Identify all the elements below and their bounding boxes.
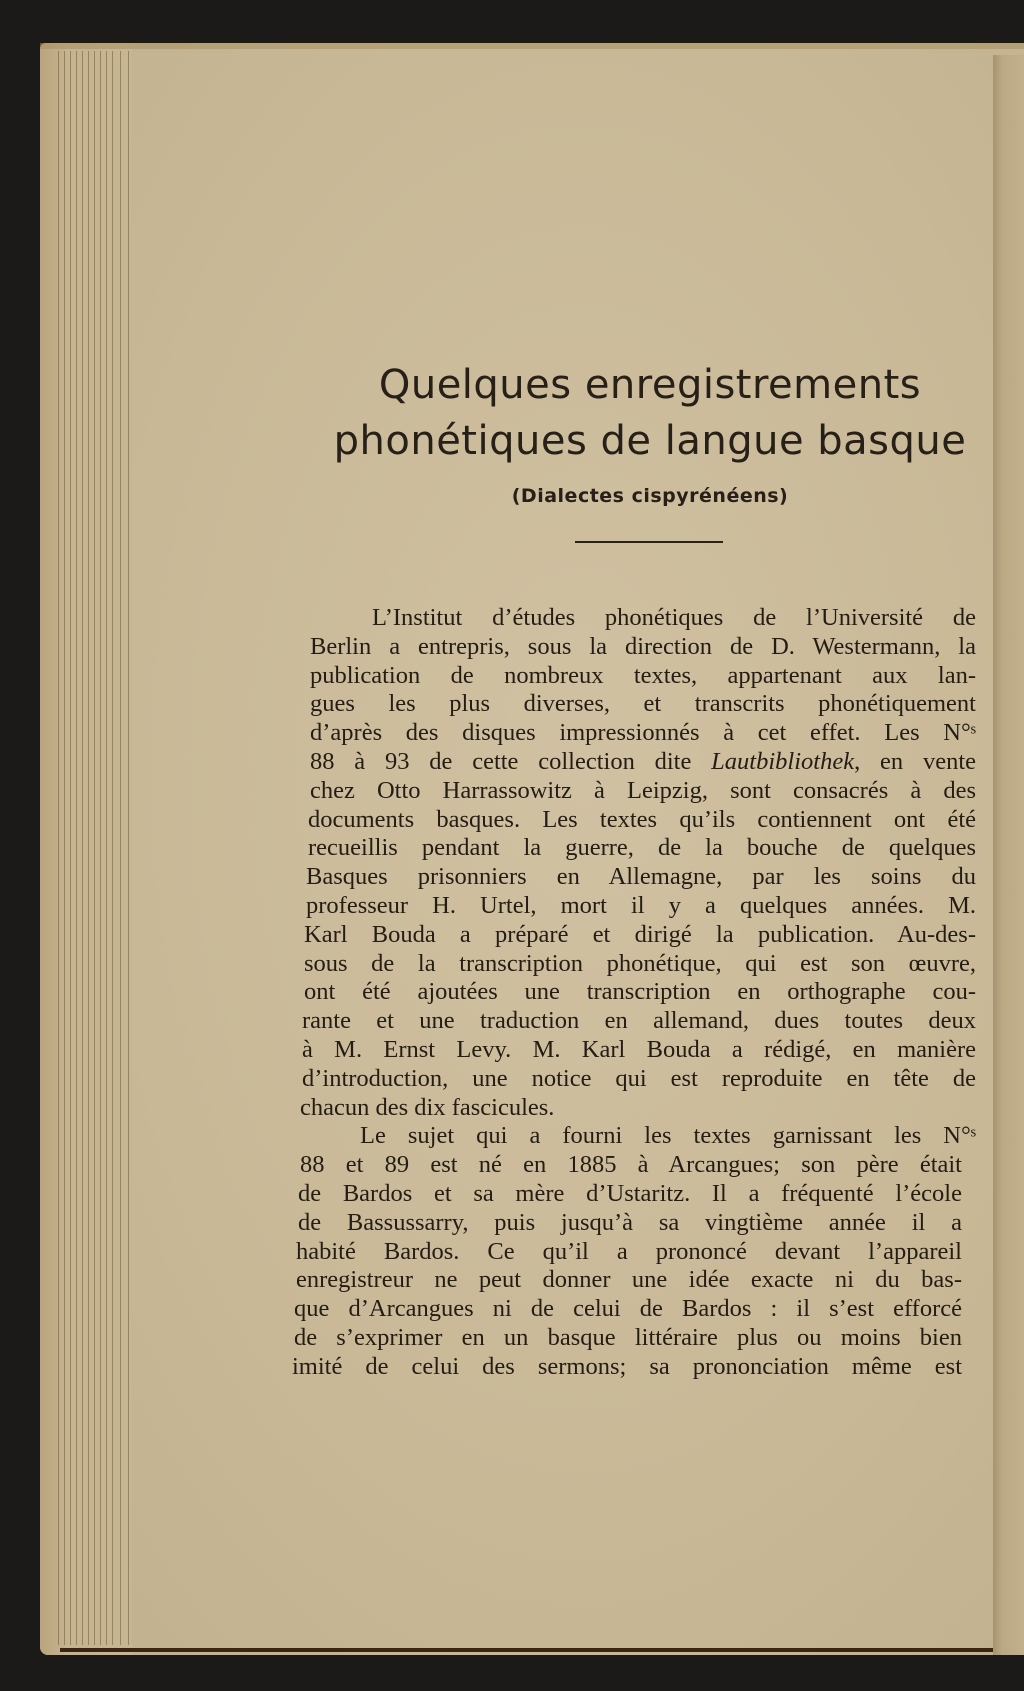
paragraph-2 (292, 1122, 976, 1381)
page-bottom-edge (60, 1648, 1024, 1652)
text-line: L’Institut d’études phonétiques de l’Université de (372, 604, 976, 631)
text-line: 88 et 89 est né en 1885 à Arcangues; son père était (300, 1151, 962, 1179)
text-line: Le sujet qui a fourni les textes garnissant les N°ˢ (360, 1122, 976, 1150)
paragraph-1 (300, 604, 976, 1122)
text-line: enregistreur ne peut donner une idée exacte ni du bas- (296, 1266, 962, 1294)
text-line: de s’exprimer en un basque littéraire plus ou moins bien (294, 1323, 962, 1351)
article-title-line-1: Quelques enregistrements (378, 362, 922, 408)
text-line: habité Bardos. Ce qu’il a prononcé devant l’appareil (296, 1237, 962, 1265)
text-line: documents basques. Les textes qu’ils contiennent ont été (308, 805, 976, 833)
text-line: de Bardos et sa mère d’Ustaritz. Il a fréquenté l’école (298, 1179, 962, 1207)
title-divider (575, 541, 723, 543)
text-line: ont été ajoutées une transcription en orthographe cou- (304, 978, 976, 1006)
text-line: chez Otto Harrassowitz à Leipzig, sont consacrés à des (310, 776, 976, 804)
page-top-edge (40, 43, 1024, 49)
text-line: recueillis pendant la guerre, de la bouche de quelques (308, 834, 976, 862)
article-title-line-2: phonétiques de langue basque (333, 418, 967, 464)
text-line: 88 à 93 de cette collection dite Lautbibliothek, en vente (310, 747, 976, 775)
text-line: publication de nombreux textes, appartenant aux lan- (310, 661, 976, 689)
text-line: professeur H. Urtel, mort il y a quelques années. M. (306, 891, 976, 919)
italic-term: Lautbibliothek (711, 747, 855, 775)
text-line: gues les plus diverses, et transcrits phonétiquement (310, 690, 976, 718)
text-line: Berlin a entrepris, sous la direction de D. Westermann, la (310, 632, 976, 660)
text-line: rante et une traduction en allemand, dues toutes deux (302, 1007, 976, 1035)
text-line: d’après des disques impressionnés à cet effet. Les N°ˢ (310, 719, 976, 747)
page-edges-stack (40, 43, 132, 1655)
text-line: que d’Arcangues ni de celui de Bardos : il s’est efforcé (294, 1295, 962, 1323)
text-line: Karl Bouda a préparé et dirigé la publication. Au-des- (304, 920, 976, 948)
article-body (292, 604, 976, 1382)
text-line: imité de celui des sermons; sa prononciation même est (292, 1352, 962, 1380)
article-subtitle: (Dialectes cispyrénéens) (511, 485, 789, 507)
text-line: Basques prisonniers en Allemagne, par les soins du (306, 863, 976, 891)
text-line: d’introduction, une notice qui est reproduite en tête de (302, 1064, 976, 1092)
text-line: de Bassussarry, puis jusqu’à sa vingtième année il a (298, 1208, 962, 1236)
text-line: sous de la transcription phonétique, qui est son œuvre, (304, 949, 976, 977)
text-line: chacun des dix fascicules. (300, 1093, 555, 1121)
book-spine-fold (993, 55, 1024, 1655)
text-line: à M. Ernst Levy. M. Karl Bouda a rédigé, en manière (302, 1035, 976, 1063)
